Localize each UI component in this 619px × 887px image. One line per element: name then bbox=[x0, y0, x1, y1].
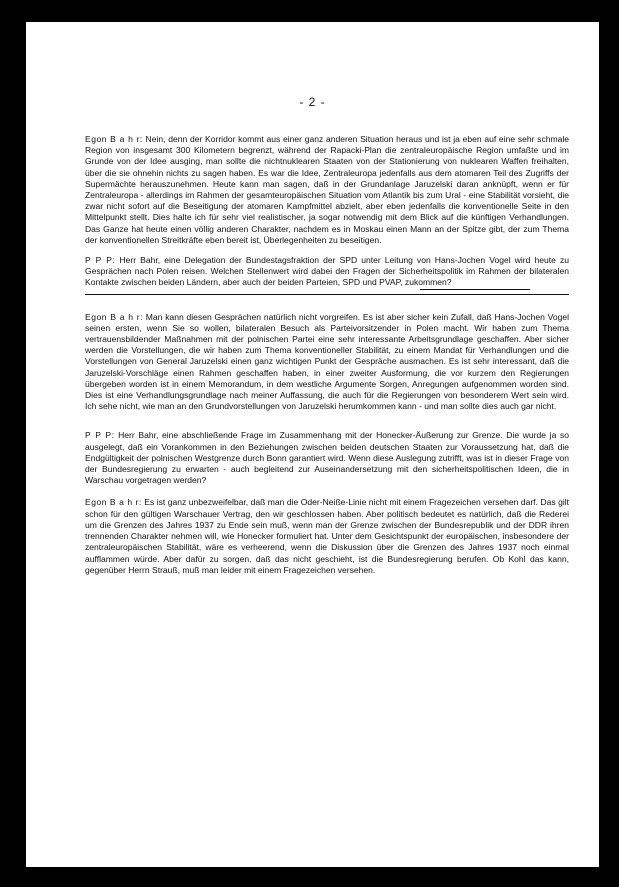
paragraph-text: Herr Bahr, eine abschließende Frage im Zusammenhang mit der Honecker-Äußerung zur Grenze. Die wurde ja so ausgelegt, daß ein Vorankommen in den Beziehungen zwischen beiden deutschen Staaten zur Voraussetzung hat, daß die Endgültigkeit der polnischen Westgrenze durch Bonn garantiert wird. Wenn diese Auslegung zutrifft, was ist in dieser Frage von der Bundesregierung zu erwarten - auch begleitend zur Auseinandersetzung mit den sicherheitspolitischen Ideen, die in Warschau vorgetragen werden? bbox=[85, 430, 570, 486]
speaker-label: P P P: bbox=[85, 430, 115, 441]
paragraph-ppp-1 bbox=[85, 255, 569, 289]
document-body bbox=[85, 134, 569, 576]
paragraph-bahr-2 bbox=[85, 312, 569, 413]
speaker-label: Egon B a h r: bbox=[85, 311, 144, 322]
paragraph-text: Es ist ganz unbezweifelbar, daß man die Oder-Neiße-Linie nicht mit einem Fragezeichen versehen darf. Das gilt schon für den gültigen Warschauer Vertrag, den wir geschlossen haben. Aber politisch bedeutet es natürlich, daß die Rederei um die Grenzen des Jahres 1937 zu Ende sein muß, wenn man der Grenze zwischen der Bundesrepublik und der DDR ihren trennenden Charakter nehmen will, wie Honecker formuliert hat. Unter dem Gesichtspunkt der europäischen, insbesondere der zentraleuropäischen Stabilität, wäre es verheerend, wenn die Diskussion über die Grenzen des Jahres 1937 noch einmal aufflammen würde. Aber dafür zu sorgen, daß das nicht geschieht, ist die Bundesregierung berufen. Ob Kohl das kann, gegenüber Herrn Strauß, muß man leider mit einem Fragezeichen versehen. bbox=[85, 497, 570, 575]
paragraph-bahr-3 bbox=[85, 497, 569, 575]
document-page bbox=[26, 22, 599, 867]
page-number: - 2 - bbox=[299, 95, 326, 109]
paragraph-ppp-2 bbox=[85, 430, 569, 486]
paragraph-text: Herr Bahr, eine Delegation der Bundestagsfraktion der SPD unter Leitung von Hans-Jochen Vogel wird heute zu Gesprächen nach Polen reisen. Welchen Stellenwert wird dabei den Fragen der Sicherheitspolitik im Rahmen der bilateralen Kontakte zwischen beiden Ländern, aber auch der beiden Parteien, SPD und PVAP, zukommen? bbox=[85, 255, 569, 288]
paragraph-bahr-1 bbox=[85, 134, 569, 246]
paragraph-text: Nein, denn der Korridor kommt aus einer ganz anderen Situation heraus und ist ja eben auf eine sehr schmale Region von insgesamt 300 Kilometern begrenzt, während der Rapacki-Plan die zentraleuropäische Region umfaßte und im Grunde von der Idee ausging, man sollte die nichtnuklearen Staaten von der Stationierung von nuklearen Waffen freihalten, über die sie ohnehin nichts zu sagen haben. Es war die Idee, Zentraleuropa jedenfalls aus dem atomaren Teil des Zugriffs der Supermächte herauszunehmen. Heute kann man sagen, daß in der Grundanlage Jaruzelski daran anknüpft, wenn er für Zentraleuropa - allerdings im Rahmen der gesamteuropäischen Situation vom Atlantik bis zum Ural - eine Stabilität vorsieht, die zwar nicht sofort auf die Beseitigung der atomaren Kampfmittel abzielt, aber eben jedenfalls die konventionelle Seite in den Mittelpunkt stellt. Dies halte ich für sehr viel realistischer, ja sogar notwendig mit dem Blick auf die künftigen Verhandlungen. Das Ganze hat heute einen völlig anderen Charakter, nachdem es in Moskau einen Mann an der Spitze gibt, der zum Thema der konventionellen Streitkräfte eben bereit ist, Überlegenheiten zu beseitigen. bbox=[85, 134, 569, 245]
speaker-label: Egon B a h r: bbox=[85, 497, 142, 508]
speaker-label: P P P: bbox=[85, 255, 116, 266]
speaker-label: Egon B a h r: bbox=[85, 134, 143, 144]
paragraph-text: Man kann diesen Gesprächen natürlich nicht vorgreifen. Es ist aber sicher kein Zufall, daß Hans-Jochen Vogel seinen ersten, wenn Sie so wollen, bilateralen Besuch als Parteivorsitzender in Polen macht. Wir haben zum Thema vertrauensbildender Maßnahmen mit der polnischen Partei eine sehr interessante Arbeitsgrundlage geschaffen. Aber sicher werden die Vorstellungen, die wir haben zum Thema konventioneller Stabilität, zu einem Mandat für Verhandlungen und die Vorstellungen von General Jaruzelski einen ganz wichtigen Punkt der Gespräche ausmachen. Es ist sehr interessant, daß die Jaruzelski-Vorschläge einen Rahmen geschaffen haben, in einer zweiter Ausformung, die vor kurzem den Regierungen übergeben worden ist in einem Memorandum, in dem westliche Argumente Sorgen, Anregungen aufgenommen worden sind. Dies ist eine Verhandlungsgrundlage nach meiner Auffassung, die auch für die Regierungen von besonderem Wert sein wird. Ich sehe nicht, wie man an den Grundvorstellungen von Jaruzelski herumkommen kann - und man sollte dies auch gar nicht. bbox=[85, 311, 569, 412]
